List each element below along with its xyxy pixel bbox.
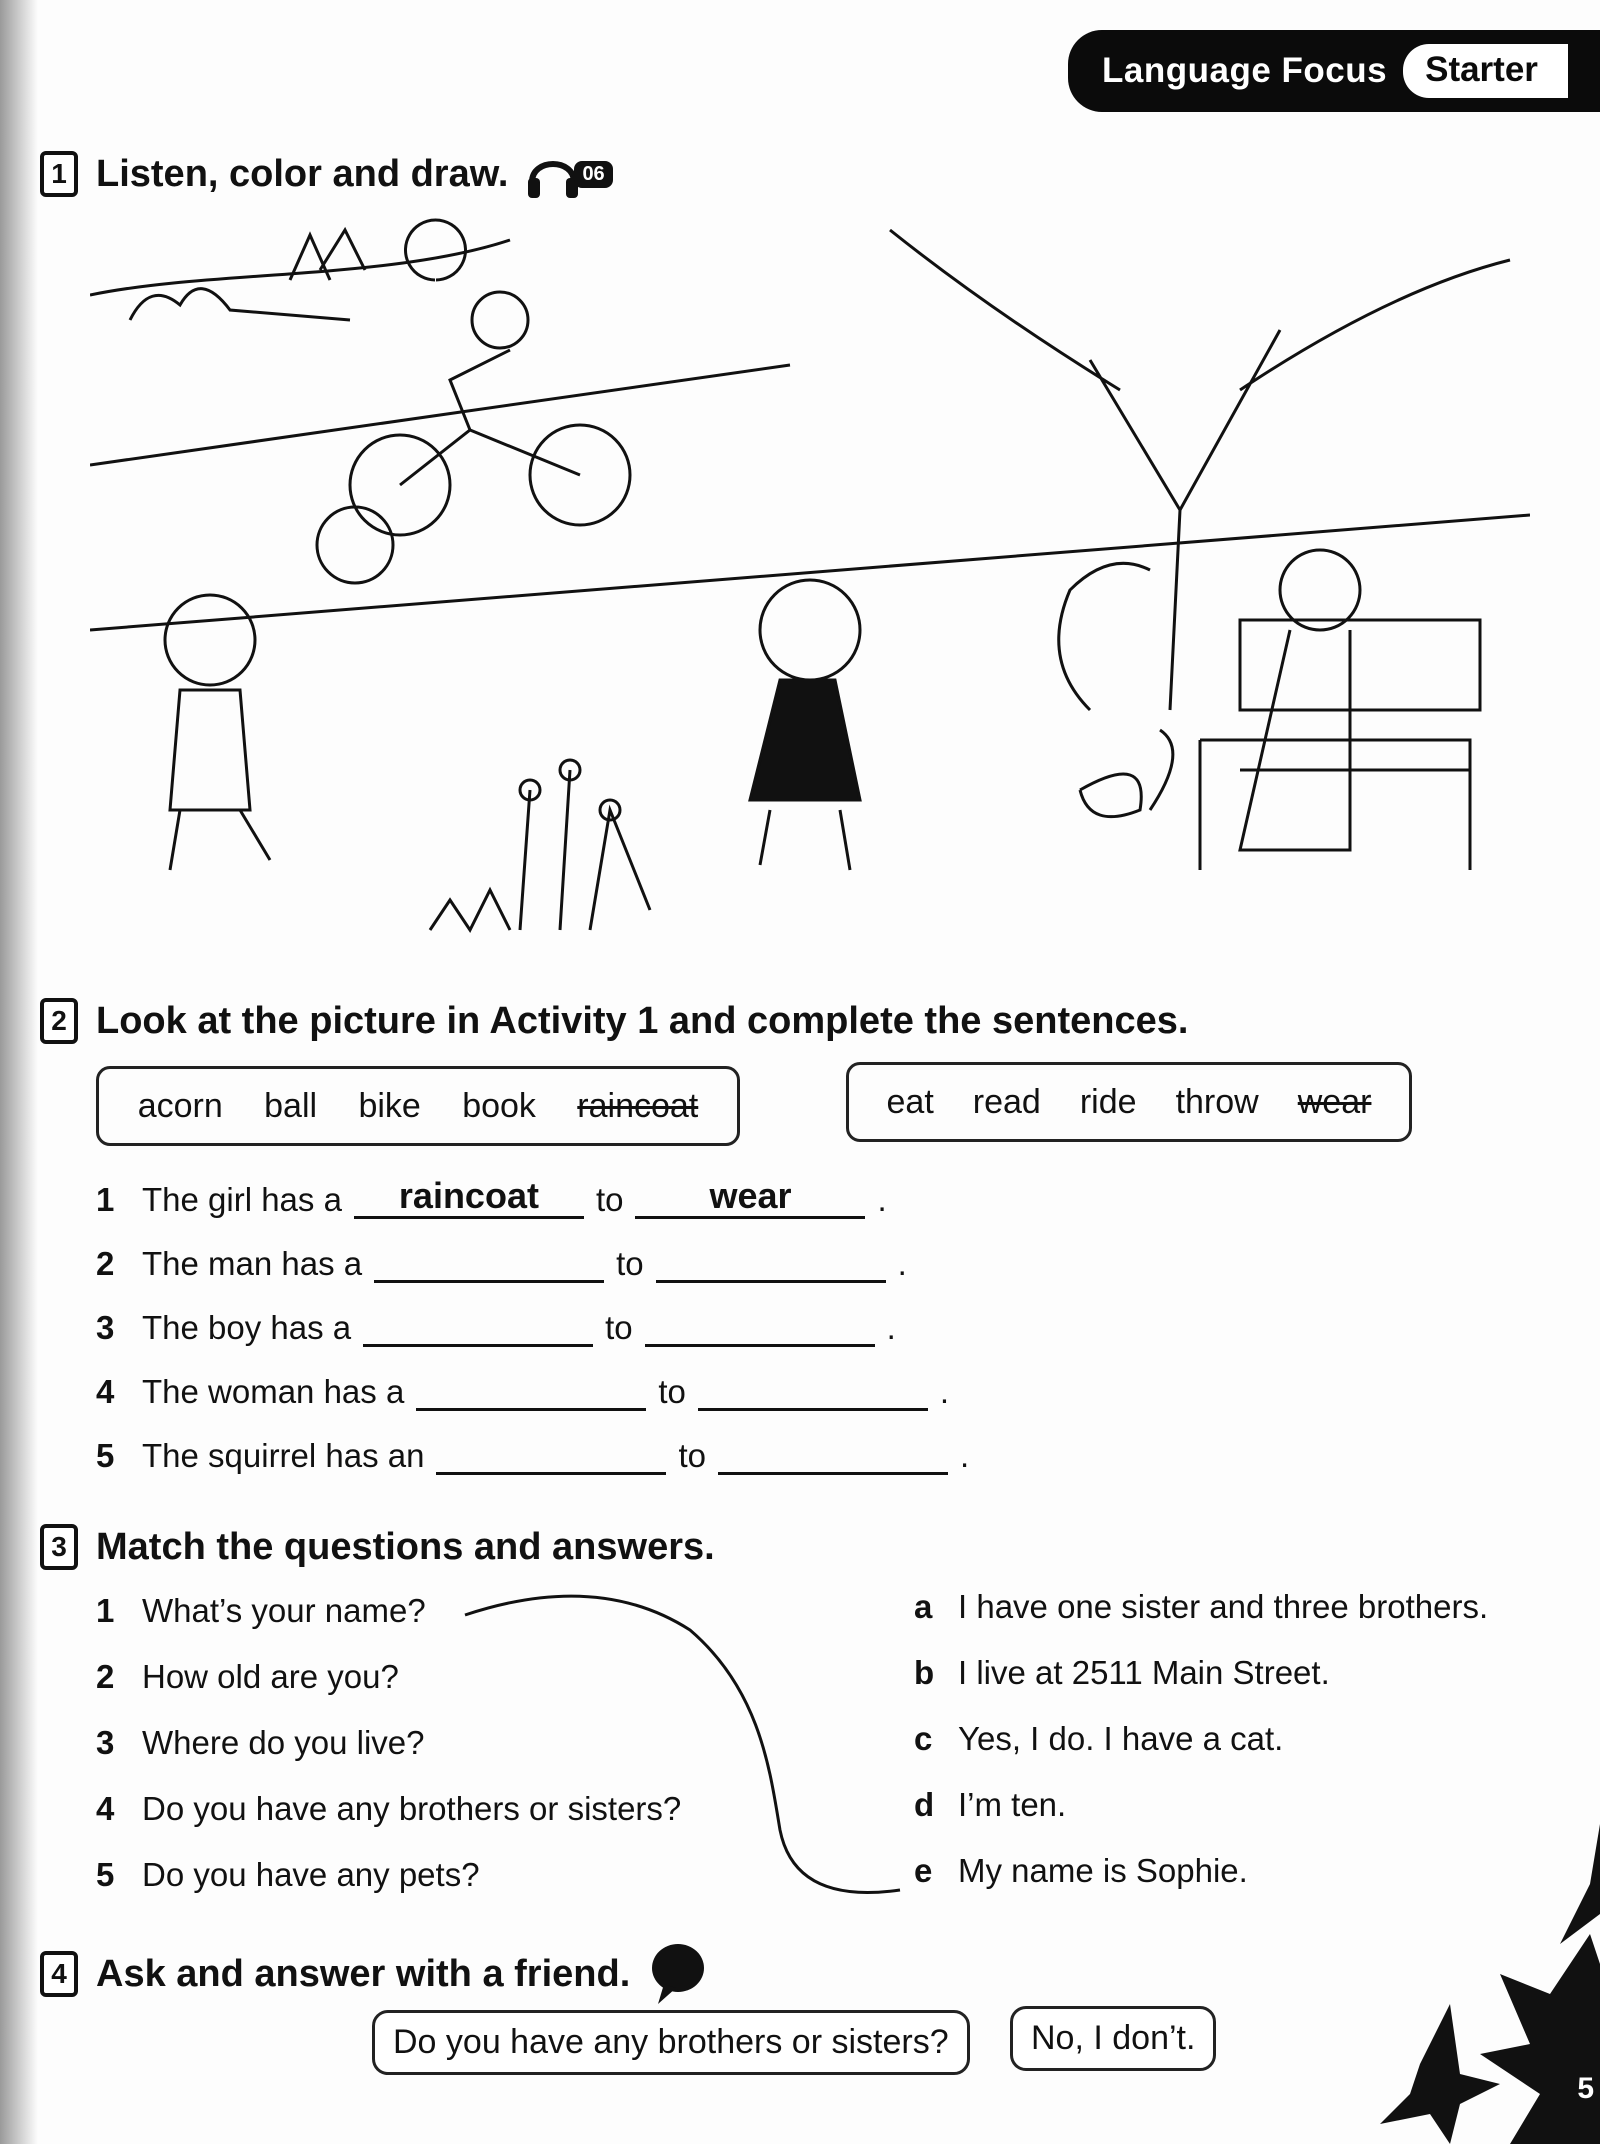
- activity-1-title: [40, 148, 613, 200]
- question-text: How old are you?: [142, 1658, 399, 1695]
- activity-4-title: [40, 1942, 706, 2006]
- girl-raincoat: [750, 580, 860, 870]
- answer-letter: c: [914, 1720, 933, 1757]
- answer-item[interactable]: [914, 1852, 1248, 1890]
- audio-track[interactable]: [526, 148, 612, 200]
- sentence-end: .: [897, 1245, 907, 1282]
- sentence-row: [96, 1368, 949, 1411]
- sentence-end: .: [886, 1309, 896, 1346]
- answer-text: I’m ten.: [958, 1786, 1067, 1823]
- word-bank-item-crossed: wear: [1297, 1082, 1372, 1121]
- answer-item[interactable]: [914, 1720, 1283, 1758]
- scan-shadow: [0, 0, 38, 2144]
- question-number: 4: [96, 1790, 115, 1827]
- speech-bubble-icon: [646, 1942, 706, 2006]
- answer-text: I live at 2511 Main Street.: [958, 1654, 1330, 1691]
- sentence-text: The boy has a: [142, 1309, 352, 1346]
- answer-blank[interactable]: [645, 1304, 875, 1347]
- activity-number: 3: [40, 1524, 78, 1570]
- sentence-text: The man has a: [142, 1245, 363, 1282]
- sentence-number: 2: [96, 1245, 115, 1282]
- speech-bubble-question: Do you have any brothers or sisters?: [372, 2010, 970, 2075]
- sentence-end: .: [939, 1373, 950, 1410]
- answer-item[interactable]: [914, 1654, 1330, 1692]
- sentence-end: .: [960, 1437, 970, 1474]
- question-item[interactable]: [96, 1592, 426, 1630]
- activity-number: 4: [40, 1951, 78, 1997]
- cyclist: [350, 220, 630, 535]
- sentence-text: The girl has a: [142, 1181, 342, 1218]
- sentence-number: 5: [96, 1437, 115, 1474]
- word-bank-item: bike: [358, 1086, 421, 1125]
- answer-blank[interactable]: [374, 1240, 604, 1283]
- activity-instruction: Look at the picture in Activity 1 and complete the sentences.: [96, 999, 1189, 1042]
- answer-blank[interactable]: [698, 1368, 928, 1411]
- headphones-icon: [526, 148, 580, 200]
- sentence-text: to: [616, 1245, 644, 1282]
- ball: [317, 507, 393, 583]
- sentence-text: to: [595, 1181, 624, 1218]
- question-text: Where do you live?: [142, 1724, 425, 1761]
- word-bank-item-crossed: raincoat: [577, 1086, 699, 1125]
- answer-item[interactable]: [914, 1588, 1488, 1626]
- activity-3-title: [40, 1524, 715, 1570]
- question-number: 2: [96, 1658, 115, 1695]
- question-text: Do you have any brothers or sisters?: [142, 1790, 682, 1827]
- answer-blank[interactable]: raincoat: [354, 1176, 584, 1219]
- word-bank-item: acorn: [137, 1086, 223, 1125]
- answer-blank[interactable]: [416, 1368, 646, 1411]
- flowers: [430, 760, 650, 930]
- path-line-top: [90, 240, 510, 295]
- activity-number: 1: [40, 151, 78, 197]
- noun-word-bank: [96, 1066, 740, 1146]
- sentence-text: to: [658, 1373, 686, 1410]
- sentence-number: 4: [96, 1373, 115, 1410]
- activity-instruction: Match the questions and answers.: [96, 1525, 715, 1568]
- question-number: 3: [96, 1724, 115, 1761]
- section-title: Language Focus: [1102, 51, 1388, 90]
- section-header: [1068, 30, 1600, 112]
- decorative-stars: [1360, 1824, 1600, 2144]
- answer-blank[interactable]: wear: [635, 1176, 865, 1219]
- sentence-row: [96, 1176, 887, 1219]
- question-item[interactable]: [96, 1724, 424, 1762]
- answer-blank[interactable]: [436, 1432, 666, 1475]
- answer-letter: a: [914, 1588, 933, 1625]
- activity-2-title: [40, 998, 1188, 1044]
- question-text: What’s your name?: [142, 1592, 426, 1629]
- answer-blank[interactable]: [718, 1432, 948, 1475]
- level-badge: Starter: [1403, 44, 1568, 98]
- speech-bubble-answer: No, I don’t.: [1010, 2006, 1216, 2071]
- track-number: 06: [574, 161, 612, 188]
- woman-on-bench: [1200, 550, 1480, 870]
- sentence-text: The squirrel has an: [142, 1437, 425, 1474]
- sentence-text: The woman has a: [142, 1373, 405, 1410]
- sentence-number: 3: [96, 1309, 115, 1346]
- star-icon: [1560, 1824, 1600, 1944]
- answer-blank[interactable]: [656, 1240, 886, 1283]
- answer-text: My name is Sophie.: [958, 1852, 1248, 1889]
- answer-letter: b: [914, 1654, 935, 1691]
- activity-instruction: Ask and answer with a friend.: [96, 1952, 631, 1995]
- sentence-row: [96, 1432, 969, 1475]
- squirrel: [1080, 730, 1173, 817]
- sentence-row: [96, 1240, 907, 1283]
- question-item[interactable]: [96, 1658, 399, 1696]
- star-icon: [1480, 1934, 1600, 2144]
- example-match-line: [460, 1590, 920, 1900]
- answer-letter: d: [914, 1786, 935, 1823]
- boy: [165, 595, 270, 870]
- word-bank-item: throw: [1175, 1082, 1259, 1121]
- question-text: Do you have any pets?: [142, 1856, 480, 1893]
- sentence-row: [96, 1304, 896, 1347]
- park-illustration[interactable]: [90, 210, 1530, 970]
- word-bank-item: ride: [1079, 1082, 1137, 1121]
- answer-item[interactable]: [914, 1786, 1066, 1824]
- answer-letter: e: [914, 1852, 933, 1889]
- word-bank-item: ball: [264, 1086, 318, 1125]
- word-bank-item: eat: [886, 1082, 934, 1121]
- sentence-text: to: [678, 1437, 707, 1474]
- sentence-text: to: [605, 1309, 633, 1346]
- activity-instruction: Listen, color and draw.: [96, 152, 509, 195]
- far-trees: [130, 230, 365, 320]
- sentence-end: .: [877, 1181, 887, 1218]
- question-number: 5: [96, 1856, 115, 1893]
- page-number: 5: [1577, 2072, 1594, 2105]
- question-item[interactable]: [96, 1856, 480, 1894]
- star-icon: [1380, 2004, 1500, 2144]
- sentence-number: 1: [96, 1181, 115, 1218]
- answer-text: Yes, I do. I have a cat.: [958, 1720, 1284, 1757]
- word-bank-item: book: [462, 1086, 536, 1125]
- answer-blank[interactable]: [363, 1304, 593, 1347]
- answer-text: I have one sister and three brothers.: [958, 1588, 1489, 1625]
- word-bank-item: read: [972, 1082, 1041, 1121]
- road-line-1: [90, 365, 790, 465]
- road-line-2: [90, 515, 1530, 630]
- activity-number: 2: [40, 998, 78, 1044]
- verb-word-bank: [846, 1062, 1412, 1142]
- tree: [890, 230, 1510, 710]
- question-number: 1: [96, 1592, 115, 1629]
